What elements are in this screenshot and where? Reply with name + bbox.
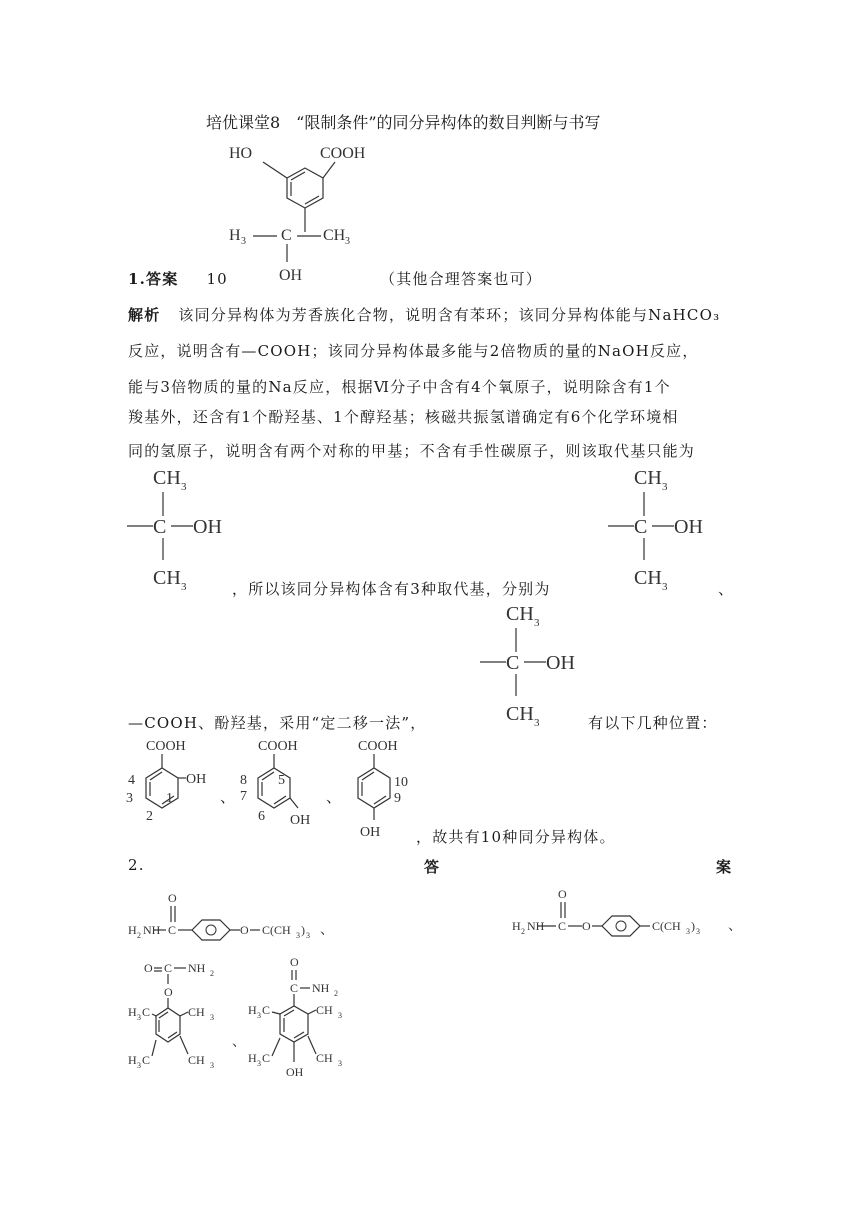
svg-text:H: H [128, 923, 137, 937]
analysis-line-2: 反应，说明含有—COOH；该同分异构体最多能与2倍物质的量的NaOH反应， [128, 342, 699, 360]
svg-text:3: 3 [338, 1059, 342, 1068]
svg-text:C: C [290, 981, 299, 995]
analysis-line-1: 解析 该同分异构体为芳香族化合物，说明含有苯环；该同分异构体能与NaHCO₃ [128, 306, 721, 324]
q2-structure-3 [128, 956, 246, 1074]
svg-text:3: 3 [181, 481, 187, 493]
svg-text:COOH: COOH [258, 739, 298, 754]
svg-text:OH: OH [290, 813, 311, 828]
chem-label: HO [229, 145, 253, 162]
svg-text:): ) [691, 919, 695, 933]
svg-text:O: O [240, 923, 249, 937]
svg-text:3: 3 [257, 1011, 261, 1020]
answer-label: 1.答案 [128, 270, 179, 288]
substituent-structure [606, 462, 726, 592]
svg-text:C: C [164, 961, 173, 975]
svg-text:3: 3 [534, 717, 540, 729]
svg-text:3: 3 [137, 1013, 141, 1022]
svg-text:NH: NH [188, 961, 206, 975]
svg-text:3: 3 [126, 791, 133, 806]
page-title: 培优课堂8 “限制条件”的同分异构体的数目判断与书写 [206, 113, 601, 132]
svg-text:C: C [262, 1003, 271, 1017]
q2-structure-2 [508, 882, 744, 942]
svg-text:CH: CH [506, 603, 534, 625]
svg-text:NH: NH [527, 919, 545, 933]
q1-answer-line [128, 268, 228, 289]
svg-text:3: 3 [296, 931, 300, 940]
svg-text:C: C [558, 919, 567, 933]
chem-label: OH [279, 267, 303, 284]
svg-text:6: 6 [258, 809, 265, 824]
svg-text:H: H [128, 1005, 137, 1019]
svg-text:OH: OH [674, 516, 703, 538]
svg-text:H: H [248, 1051, 257, 1065]
separator: 、 [326, 788, 343, 806]
svg-text:3: 3 [210, 1061, 214, 1070]
svg-text:3: 3 [696, 927, 700, 936]
q2-number: 2. [128, 856, 145, 874]
q2-answer-char: 答 [424, 858, 441, 876]
analysis-conclusion: ，故共有10种同分异构体。 [416, 828, 616, 846]
svg-text:O: O [558, 887, 567, 901]
svg-text:1: 1 [166, 791, 173, 806]
svg-text:CH: CH [316, 1051, 333, 1065]
svg-text:2: 2 [521, 927, 525, 936]
q2-answer-char: 案 [716, 858, 733, 876]
svg-text:3: 3 [306, 931, 310, 940]
svg-text:OH: OH [186, 772, 207, 787]
svg-text:3: 3 [257, 1059, 261, 1068]
svg-text:C(CH: C(CH [262, 923, 291, 937]
position-structure-2 [232, 734, 332, 830]
svg-text:OH: OH [286, 1065, 304, 1079]
svg-text:C: C [634, 516, 648, 538]
svg-text:、: 、 [728, 919, 742, 934]
svg-text:2: 2 [146, 809, 153, 824]
svg-text:2: 2 [137, 931, 141, 940]
svg-text:CH: CH [188, 1053, 205, 1067]
svg-text:、: 、 [320, 923, 334, 938]
svg-text:C: C [168, 923, 177, 937]
target-molecule-structure [225, 140, 385, 288]
analysis-line-3: 能与3倍物质的量的Na反应，根据Ⅵ分子中含有4个氧原子，说明除含有1个 [128, 378, 671, 396]
svg-text:3: 3 [137, 1061, 141, 1070]
svg-text:、: 、 [232, 1035, 246, 1050]
svg-text:3: 3 [181, 581, 187, 593]
position-structure-1 [124, 734, 214, 830]
chem-label: C [281, 227, 292, 244]
q2-structure-1 [128, 886, 358, 946]
svg-text:CH: CH [634, 567, 662, 589]
separator: 、 [718, 580, 735, 598]
svg-text:9: 9 [394, 791, 401, 806]
svg-text:C: C [153, 516, 167, 538]
svg-text:4: 4 [128, 773, 135, 788]
svg-text:3: 3 [662, 481, 668, 493]
svg-text:CH: CH [153, 467, 181, 489]
svg-text:3: 3 [338, 1011, 342, 1020]
chem-label: CH [323, 227, 346, 244]
svg-text:O: O [582, 919, 591, 933]
svg-text:OH: OH [546, 652, 575, 674]
analysis-line-5: 同的氢原子，说明含有两个对称的甲基；不含有手性碳原子，则该取代基只能为 [128, 442, 696, 460]
svg-text:7: 7 [240, 789, 247, 804]
svg-text:10: 10 [394, 775, 408, 790]
svg-text:C: C [262, 1051, 271, 1065]
svg-text:3: 3 [241, 236, 246, 247]
svg-text:C: C [506, 652, 520, 674]
chem-label: COOH [320, 145, 366, 162]
svg-text:CH: CH [188, 1005, 205, 1019]
svg-text:2: 2 [334, 989, 338, 998]
substituent-structure [478, 598, 598, 728]
svg-text:CH: CH [506, 703, 534, 725]
svg-text:NH: NH [312, 981, 330, 995]
answer-value: 10 [206, 270, 228, 288]
svg-text:OH: OH [360, 825, 381, 840]
svg-text:C(CH: C(CH [652, 919, 681, 933]
svg-text:O: O [290, 955, 299, 969]
q2-structure-4 [246, 952, 356, 1082]
svg-text:H: H [248, 1003, 257, 1017]
svg-text:O: O [144, 961, 153, 975]
svg-text:): ) [301, 923, 305, 937]
svg-text:H: H [128, 1053, 137, 1067]
answer-note: （其他合理答案也可） [380, 270, 543, 288]
svg-text:2: 2 [210, 969, 214, 978]
svg-text:COOH: COOH [146, 739, 186, 754]
svg-text:8: 8 [240, 773, 247, 788]
svg-text:C: C [142, 1005, 151, 1019]
svg-text:3: 3 [686, 927, 690, 936]
svg-text:3: 3 [662, 581, 668, 593]
svg-text:CH: CH [634, 467, 662, 489]
svg-text:H: H [512, 919, 521, 933]
analysis-line-4: 羧基外，还含有1个酚羟基、1个醇羟基；核磁共振氢谱确定有6个化学环境相 [128, 408, 679, 426]
svg-text:3: 3 [210, 1013, 214, 1022]
analysis-text-positions: 有以下几种位置： [588, 714, 718, 732]
svg-text:3: 3 [345, 236, 350, 247]
separator: 、 [220, 788, 237, 806]
analysis-label: 解析 [128, 306, 161, 324]
svg-text:3: 3 [534, 617, 540, 629]
svg-text:CH: CH [316, 1003, 333, 1017]
svg-text:C: C [142, 1053, 151, 1067]
analysis-text-substituents: ，所以该同分异构体含有3种取代基，分别为 [232, 580, 551, 598]
analysis-text-cooh: —COOH、酚羟基，采用“定二移一法”， [128, 714, 427, 732]
svg-text:5: 5 [278, 773, 285, 788]
substituent-structure [125, 462, 245, 592]
svg-text:O: O [168, 891, 177, 905]
svg-text:NH: NH [143, 923, 161, 937]
svg-text:COOH: COOH [358, 739, 398, 754]
chem-label: H [229, 227, 241, 244]
svg-text:CH: CH [153, 567, 181, 589]
svg-text:O: O [164, 985, 173, 999]
svg-text:OH: OH [193, 516, 222, 538]
